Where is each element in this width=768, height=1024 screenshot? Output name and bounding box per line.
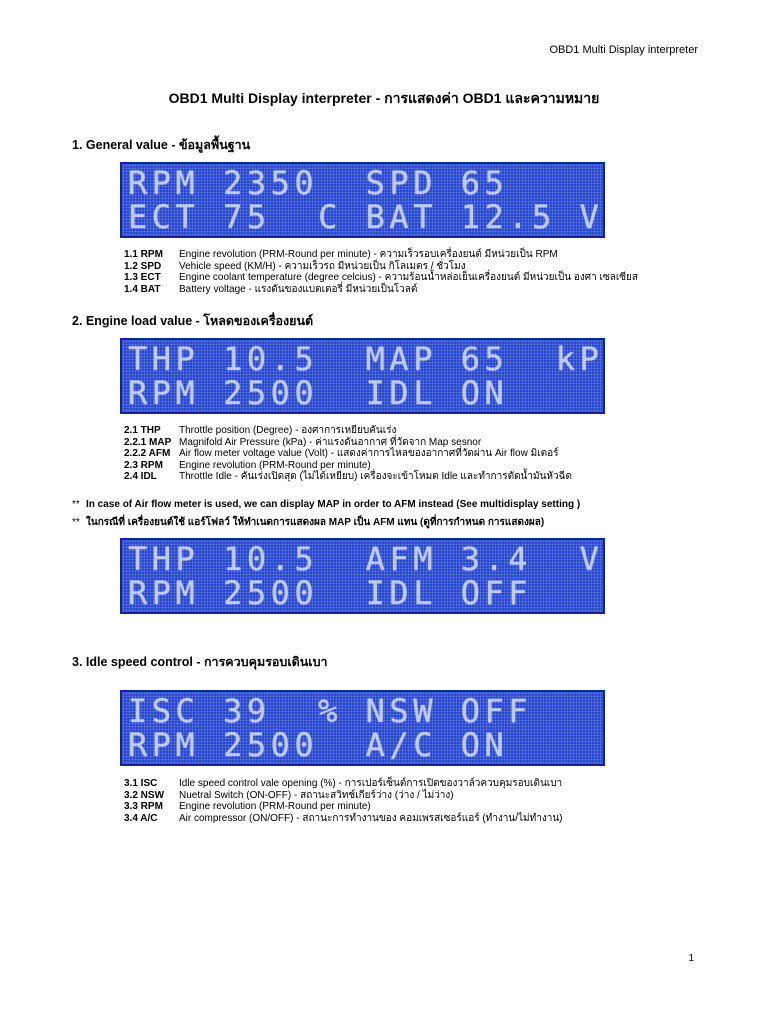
lcd-display-engine-load — [120, 338, 605, 414]
legend-code: 2.3 RPM — [124, 459, 163, 471]
legend-desc: Vehicle speed (KM/H) - ความเร็วรถ มีหน่วยเป็น กิโลเมตร / ชั่วโมง — [179, 260, 466, 272]
legend-desc: Engine coolant temperature (degree celcius) - ความร้อนน้ำหล่อเย็นเครื่องยนต์ มีหน่วยเป็น องศา เซลเซียส — [179, 272, 639, 284]
legend-row — [124, 261, 638, 273]
section-3-heading-thai: - การควบคุมรอบเดินเบา — [192, 655, 328, 669]
legend-desc: Engine revolution (PRM-Round per minute) — [179, 459, 371, 471]
section-1-heading-thai: - ข้อมูลพื้นฐาน — [167, 138, 251, 152]
legend-code: 3.2 NSW — [124, 789, 165, 801]
legend-general — [124, 249, 638, 295]
legend-row — [124, 471, 572, 483]
legend-desc: Engine revolution (PRM-Round per minute) - ความเร็วรอบเครื่องยนต์ มีหน่วยเป็น RPM — [179, 249, 558, 260]
section-2-heading-thai: - โหลดของเครื่องยนต์ — [192, 314, 314, 328]
legend-desc: Nuetral Switch (ON-OFF) - สถานะสวิทช์เกียร์ว่าง (ว่าง / ไม่ว่าง) — [179, 789, 454, 801]
legend-row — [124, 284, 638, 296]
lcd-line-1: RPM 2350 SPD 65 — [128, 164, 556, 202]
note-text: ในกรณีที่ เครื่องยนต์ใช้ แอร์โฟลว์ ให้ทำเนดการแสดงผล MAP เป็น AFM แทน (ดูที่การกำหนด การแสดงผล) — [86, 517, 545, 528]
legend-desc: Air compressor (ON/OFF) - สถานะการทำงานของ คอมเพรสเซอร์แอร์ (ทำงาน/ไม่ทำงาน) — [179, 812, 563, 824]
legend-desc: Throttle position (Degree) - องศาการเหยียบคันเร่ง — [179, 425, 397, 436]
legend-row — [124, 801, 563, 813]
lcd-display-idle-control — [120, 690, 605, 766]
legend-row — [124, 249, 638, 261]
legend-code: 2.2.1 MAP — [124, 436, 172, 448]
note-english — [72, 499, 580, 510]
section-2-heading-text: 2. Engine load value — [72, 314, 193, 328]
legend-row — [124, 813, 563, 825]
document-title: OBD1 Multi Display interpreter - การแสดงค่า OBD1 และความหมาย — [168, 90, 600, 106]
legend-row — [124, 778, 563, 790]
legend-code: 2.4 IDL — [124, 471, 157, 483]
lcd-line-2: RPM 2500 IDL OFF — [128, 574, 580, 612]
running-header: OBD1 Multi Display interpreter — [549, 44, 698, 56]
legend-code: 1.4 BAT — [124, 283, 161, 295]
legend-row — [124, 272, 638, 284]
legend-row — [124, 790, 563, 802]
legend-code: 2.1 THP — [124, 425, 161, 436]
legend-idle-control — [124, 778, 563, 824]
lcd-line-2: RPM 2500 A/C ON — [128, 726, 580, 764]
legend-code: 1.1 RPM — [124, 249, 163, 260]
lcd-display-general — [120, 162, 605, 238]
legend-desc: Magnifold Air Pressure (kPa) - ค่าแรงดันอากาศ ที่วัดจาก Map sesnor — [179, 436, 482, 448]
note-mark: ** — [72, 517, 80, 528]
legend-desc: Engine revolution (PRM-Round per minute) — [179, 801, 371, 813]
lcd-line-2: RPM 2500 IDL ON — [128, 374, 580, 412]
legend-code: 3.4 A/C — [124, 812, 158, 824]
note-mark: ** — [72, 499, 80, 510]
section-1-heading-text: 1. General value — [72, 138, 168, 152]
legend-code: 3.3 RPM — [124, 801, 163, 813]
legend-desc: Idle speed control vale opening (%) - การเปอร์เซ็นต์การเปิดของวาล์วควบคุมรอบเดินเบา — [179, 778, 563, 789]
legend-engine-load — [124, 425, 572, 483]
lcd-line-1: THP 10.5 AFM 3.4 V — [128, 540, 604, 578]
lcd-line-1: THP 10.5 MAP 65 kP — [128, 340, 604, 378]
legend-code: 1.2 SPD — [124, 260, 162, 272]
legend-desc: Air flow meter voltage value (Volt) - แสดงค่าการไหลของอากาศที่วัดผ่าน Air flow มิเตอร์ — [179, 448, 559, 460]
section-3-heading-text: 3. Idle speed control — [72, 655, 193, 669]
lcd-display-afm — [120, 538, 605, 614]
section-2-heading — [72, 311, 313, 331]
legend-row — [124, 437, 572, 449]
note-thai — [72, 515, 544, 530]
legend-row — [124, 448, 572, 460]
legend-row — [124, 460, 572, 472]
legend-desc: Throttle Idle - คันเร่งเปิดสุด (ไม่ได้เหยียบ) เครื่องจะเข้าโหมด Idle และทำการตัดน้ำมันหัวฉีด — [179, 471, 572, 483]
lcd-line-2: ECT 75 C BAT 12.5 V — [128, 198, 604, 236]
section-3-heading — [72, 652, 328, 672]
legend-desc: Battery voltage - แรงดันของแบตเตอรี่ มีหน่วยเป็นโวลต์ — [179, 283, 418, 295]
legend-code: 1.3 ECT — [124, 272, 161, 284]
legend-code: 2.2.2 AFM — [124, 448, 171, 460]
section-1-heading — [72, 135, 250, 155]
legend-code: 3.1 ISC — [124, 778, 158, 789]
page-number: 1 — [688, 953, 694, 964]
legend-row — [124, 425, 572, 437]
lcd-line-1: ISC 39 % NSW OFF — [128, 692, 580, 730]
note-text: In case of Air flow meter is used, we can display MAP in order to AFM instead (See multidisplay setting ) — [86, 499, 581, 510]
